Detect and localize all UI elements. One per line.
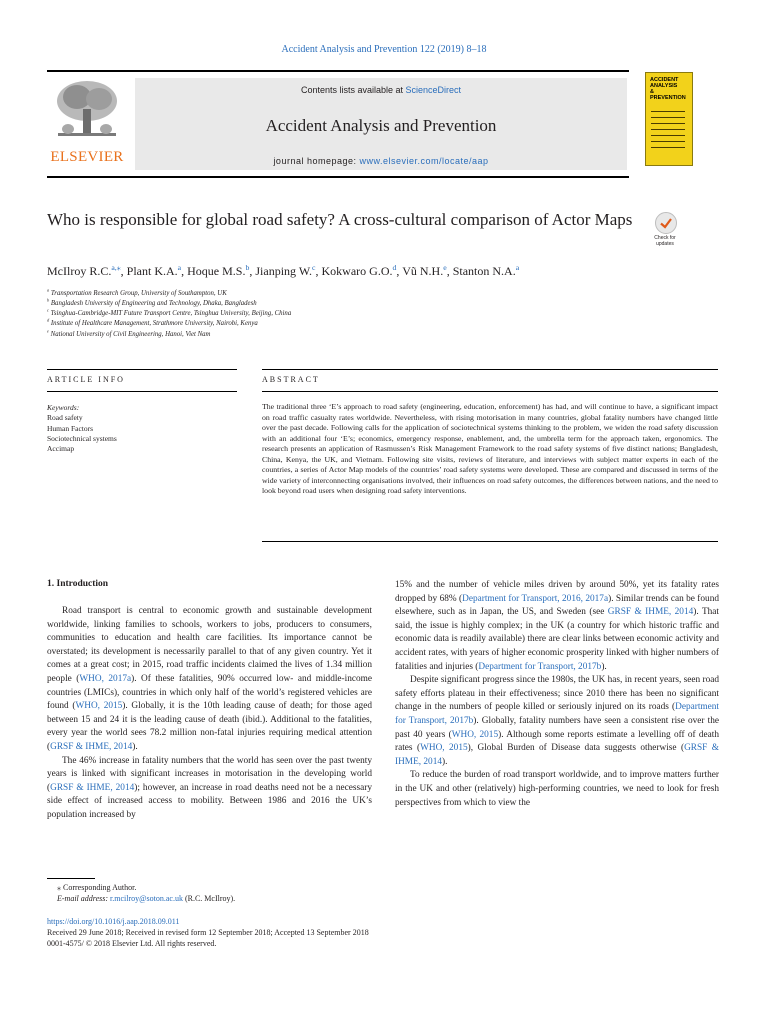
body-paragraph xyxy=(395,769,719,810)
divider xyxy=(262,369,718,370)
email-label: E-mail address: xyxy=(57,894,111,903)
affiliation xyxy=(47,328,211,338)
affiliation-text: Institute of Healthcare Management, Strathmore University, Nairobi, Kenya xyxy=(49,320,258,327)
check-updates-label: Check for updates xyxy=(654,235,676,247)
paragraph-text: ). Of these fatalities, 90% occurred low- and middle-income countries (LMICs), countries in which only half of the world’s registered vehicles are found ( xyxy=(47,673,373,712)
cover-decoration xyxy=(651,123,685,124)
corresponding-author-note: ⁎ Corresponding Author. xyxy=(57,883,137,892)
body-paragraph xyxy=(395,579,719,674)
author-affiliation-marker[interactable]: a xyxy=(515,263,520,272)
author-affiliation-marker[interactable]: d xyxy=(392,263,397,272)
citation-link[interactable]: WHO, 2017a xyxy=(79,673,132,684)
cover-title xyxy=(650,77,686,101)
received-dates: Received 29 June 2018; Received in revised form 12 September 2018; Accepted 13 September 2018 xyxy=(47,928,369,937)
affiliation-marker: e xyxy=(47,328,49,334)
paragraph-text: ). xyxy=(601,661,607,672)
author-affiliation-marker[interactable]: a xyxy=(177,263,182,272)
citation-link[interactable]: WHO, 2015 xyxy=(420,743,468,754)
affiliation-marker: c xyxy=(47,307,49,313)
paragraph-text: Despite significant progress since the 1980s, the UK has, in recent years, seen road safety efforts plateau in their effectiveness; since 2010 there has been no significant change in the numbers of people killed or seriously injured on its roads ( xyxy=(395,675,719,713)
divider xyxy=(47,369,237,370)
cover-title-line: ACCIDENT xyxy=(650,77,679,83)
cover-title-line: PREVENTION xyxy=(650,95,686,101)
citation-link[interactable]: GRSF & IHME, 2014 xyxy=(50,741,133,752)
paragraph-text: ). Globally, fatality numbers have seen a consistent rise over the past 40 years ( xyxy=(395,715,719,740)
author-affiliation-marker[interactable]: c xyxy=(312,263,316,272)
cover-title-line: & xyxy=(650,89,654,95)
author-affiliation-marker[interactable]: a,⁎ xyxy=(111,263,121,272)
elsevier-tree-icon xyxy=(52,79,122,141)
cover-decoration xyxy=(651,147,685,148)
email-link[interactable]: r.mcilroy@soton.ac.uk xyxy=(110,894,183,903)
author-list: McIlroy R.C.$^{a,⁎}$, Plant K.A.$^a$, Hoque M.S.$^b$, Jianping W.$^c$, Kokwaro G.O.$^d$, Vũ N.H.$^e$, Stanton N.A.$^a$ xyxy=(47,263,520,278)
journal-citation[interactable]: Accident Analysis and Prevention 122 (2019) 8–18 xyxy=(281,44,487,55)
check-for-updates-button[interactable] xyxy=(646,212,686,250)
citation-link[interactable]: GRSF & IHME, 2014 xyxy=(607,607,694,618)
email-line xyxy=(47,893,235,904)
footnotes xyxy=(47,882,235,904)
keyword: Accimap xyxy=(47,444,75,454)
author-name[interactable]: Stanton N.A. xyxy=(452,264,516,278)
affiliation-text: Tsinghua-Cambridge-MIT Future Transport Centre, Tsinghua University, Beijing, China xyxy=(48,310,292,317)
contents-line xyxy=(135,85,627,95)
affiliation xyxy=(47,297,257,307)
abstract-heading: ABSTRACT xyxy=(262,375,320,384)
paragraph-text: The 46% increase in fatality numbers that the world has seen over the past twenty years is linked with significant increases in motorisation in the developing world ( xyxy=(47,755,372,793)
author-name[interactable]: Plant K.A. xyxy=(126,264,178,278)
citation-link[interactable]: GRSF & IHME, 2014 xyxy=(50,782,135,793)
paragraph-text: ). Although some reports estimate a levelling off of death rates ( xyxy=(395,729,719,754)
elsevier-logo[interactable] xyxy=(47,75,127,170)
journal-masthead xyxy=(47,70,629,178)
divider xyxy=(262,391,718,392)
citation-link[interactable]: Department for Transport, 2016, 2017a xyxy=(462,593,609,604)
paper-title: Who is responsible for global road safety? A cross-cultural comparison of Actor Maps xyxy=(47,210,633,229)
paragraph-text: To reduce the burden of road transport worldwide, and to improve matters further in the UK and other (relatively) high-performing countries, we need to look for fresh perspectives from which to view the xyxy=(395,770,719,808)
affiliation-text: Transportation Research Group, University of Southampton, UK xyxy=(49,290,227,297)
check-updates-icon xyxy=(655,212,677,234)
paragraph-text: 15% and the number of vehicle miles driven by around 50%, yet its fatality rates dropped by 68% ( xyxy=(395,580,719,604)
journal-title: Accident Analysis and Prevention xyxy=(265,116,497,135)
author-name[interactable]: Vũ N.H. xyxy=(402,264,444,278)
cover-decoration xyxy=(651,111,685,112)
body-paragraph xyxy=(395,674,719,769)
journal-header-box xyxy=(135,78,627,170)
citation-link[interactable]: WHO, 2015 xyxy=(75,701,123,712)
affiliation-marker: d xyxy=(47,317,50,323)
paragraph-text: ). Similar trends can be found elsewhere, such as in Japan, the US, and Sweden (see xyxy=(395,593,719,618)
cover-title-line: ANALYSIS xyxy=(650,83,678,89)
affiliation-text: Bangladesh University of Engineering and Technology, Dhaka, Bangladesh xyxy=(49,300,257,307)
cover-decoration xyxy=(651,135,685,136)
affiliation-text: National University of Civil Engineering, Hanoi, Viet Nam xyxy=(48,331,211,338)
affiliation-marker: b xyxy=(47,297,50,303)
citation-link[interactable]: Department for Transport, 2017b xyxy=(478,661,602,672)
contents-prefix: Contents lists available at xyxy=(300,85,406,95)
article-metadata xyxy=(47,916,369,949)
author-name[interactable]: Kokwaro G.O. xyxy=(321,264,393,278)
paragraph-text: ). Globally, it is the 10th leading cause of death; for those aged between 15 and 24 it is the leading cause of death (ibid.). Additional to the fatalities, every year the world sees 78.2 million non-fatal injuries requiring medical attention ( xyxy=(47,701,372,752)
paragraph-text: Road transport is central to economic growth and sustainable development worldwide, linking families to schools, workers to jobs, producers to consumers, communities to education and health care facilities. Its importance cannot be overstated; its development is necessarily parallel to that of any given country. Yet it comes at a great cost; in 2015, road traffic incidents claimed the lives of 1.34 million people ( xyxy=(47,606,372,684)
paragraph-text: ), Global Burden of Disease data suggests otherwise ( xyxy=(467,743,685,754)
journal-homepage xyxy=(135,156,627,166)
doi-link[interactable]: https://doi.org/10.1016/j.aap.2018.09.011 xyxy=(47,917,180,926)
author-name[interactable]: McIlroy R.C. xyxy=(47,264,112,278)
keyword: Road safety xyxy=(47,413,83,423)
divider xyxy=(262,541,718,542)
elsevier-wordmark: ELSEVIER xyxy=(50,149,124,165)
author-affiliation-marker[interactable]: b xyxy=(245,263,250,272)
citation-link[interactable]: WHO, 2015 xyxy=(451,729,499,740)
cover-decoration xyxy=(651,141,685,142)
copyright-line: 0001-4575/ © 2018 Elsevier Ltd. All rights reserved. xyxy=(47,939,217,948)
cover-decoration xyxy=(651,129,685,130)
homepage-link[interactable]: www.elsevier.com/locate/aap xyxy=(359,156,489,166)
homepage-prefix: journal homepage: xyxy=(273,156,360,166)
affiliation-marker: a xyxy=(47,287,50,293)
author-affiliation-marker[interactable]: e xyxy=(443,263,447,272)
section-heading-introduction: 1. Introduction xyxy=(47,579,109,589)
affiliation xyxy=(47,287,227,297)
abstract-text: The traditional three ‘E’s approach to road safety (engineering, education, enforcement) has had, and will continue to have, a significant impact on road traffic casualty rates worldwide. Nevertheless, with rising motorisation in many countries, global fatality numbers have changed little over the past decade. Following calls for the application of sociotechnical systems thinking to the problem, we widen the road safety discussion with an additional four ‘E’s; economics, emergency response, enablement, and, the umbrella term for the approach taken, ergonomics. The research presents an application of Rasmussen’s Risk Management Framework to the road safety systems of five distinct nations; Bangladesh, China, Kenya, the UK, and Vietnam. Following site visits, reviews of literature, and interviews with subject matter experts in each of the countries, a series of Actor Map models of the countries’ road safety systems were developed. These are compared and discussed in terms of the wide variety of interconnecting organisations involved, their influences on road safety outcomes, the differences between nations, and the need to look beyond road users when designing road safety interventions. xyxy=(262,402,718,495)
author-name[interactable]: Hoque M.S. xyxy=(187,264,246,278)
cover-decoration xyxy=(651,117,685,118)
body-paragraph xyxy=(47,605,372,755)
body-column-left xyxy=(47,605,372,823)
sciencedirect-link[interactable]: ScienceDirect xyxy=(405,85,462,95)
paragraph-text: ). xyxy=(132,741,138,752)
body-paragraph xyxy=(47,755,372,823)
paragraph-text: ). xyxy=(442,756,448,767)
body-column-right xyxy=(395,579,719,810)
citation-link[interactable]: Department for Transport, 2017b xyxy=(395,702,719,726)
affiliation xyxy=(47,317,258,327)
keywords-label: Keywords: xyxy=(47,403,80,412)
email-suffix: (R.C. McIlroy). xyxy=(182,894,236,903)
author-name[interactable]: Jianping W. xyxy=(255,264,313,278)
footnote-divider xyxy=(47,878,95,879)
citation-link[interactable]: GRSF & IHME, 2014 xyxy=(395,743,719,767)
affiliation xyxy=(47,307,292,317)
keyword: Human Factors xyxy=(47,423,94,433)
keyword: Sociotechnical systems xyxy=(47,433,117,443)
keywords-block xyxy=(47,403,237,454)
paragraph-text: ); however, an increase in road deaths need not be a necessary side effect of increased access to mobility. Between 1986 and 2016 the UK’s population increased by xyxy=(47,782,372,820)
article-info-heading: ARTICLE INFO xyxy=(47,375,125,384)
divider xyxy=(47,391,237,392)
paragraph-text: ). That said, the issue is highly complex; in the UK (a country for which historic traffic and economic data is readily available) there are clear links between economic activity and accident rates, with years of higher economic prosperity linked with higher numbers of fatalities and injuries ( xyxy=(395,607,719,672)
journal-cover-thumbnail[interactable] xyxy=(645,72,693,166)
